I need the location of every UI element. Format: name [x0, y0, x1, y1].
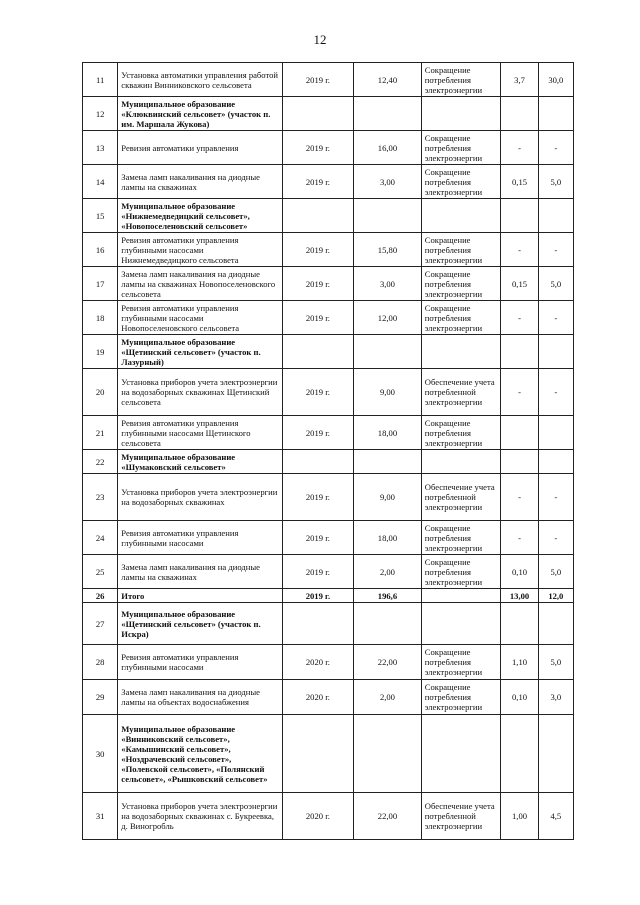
measure-value-2: 30,0: [538, 63, 573, 97]
measures-table: [82, 62, 574, 840]
measure-cost: 16,00: [354, 131, 422, 165]
measure-name: Замена ламп накаливания на диодные лампы на объектах водоснабжения: [118, 680, 282, 715]
measure-value-2: -: [538, 521, 573, 555]
measure-cost: [354, 97, 422, 131]
measure-value-1: -: [501, 474, 538, 521]
row-number: 27: [83, 603, 118, 645]
measure-year: [282, 715, 354, 793]
row-number: 25: [83, 555, 118, 589]
measure-value-1: 0,10: [501, 555, 538, 589]
measure-cost: 3,00: [354, 165, 422, 199]
measure-cost: 2,00: [354, 680, 422, 715]
row-number: 26: [83, 589, 118, 603]
measure-value-2: -: [538, 233, 573, 267]
row-number: 19: [83, 335, 118, 369]
measure-cost: 15,80: [354, 233, 422, 267]
measure-effect: [421, 97, 501, 131]
table-row: [83, 301, 574, 335]
measure-value-1: 13,00: [501, 589, 538, 603]
measure-name: Ревизия автоматики управления глубинными насосами: [118, 521, 282, 555]
measure-name: Муниципальное образование «Щетинский сельсовет» (участок п. Лазурный): [118, 335, 282, 369]
measure-cost: 22,00: [354, 793, 422, 840]
row-number: 31: [83, 793, 118, 840]
measure-effect: Сокращение потребления электроэнергии: [421, 555, 501, 589]
measure-year: [282, 335, 354, 369]
measure-effect: [421, 589, 501, 603]
measure-name: Муниципальное образование «Клюквинский сельсовет» (участок п. им. Маршала Жукова): [118, 97, 282, 131]
table-row: [83, 165, 574, 199]
table-row: [83, 680, 574, 715]
measure-effect: [421, 603, 501, 645]
measure-effect: Сокращение потребления электроэнергии: [421, 267, 501, 301]
measure-effect: Сокращение потребления электроэнергии: [421, 233, 501, 267]
measure-effect: Сокращение потребления электроэнергии: [421, 63, 501, 97]
total-row: [83, 589, 574, 603]
measure-value-2: [538, 450, 573, 474]
measure-value-2: -: [538, 301, 573, 335]
measure-value-2: [538, 335, 573, 369]
measure-effect: Сокращение потребления электроэнергии: [421, 416, 501, 450]
row-number: 15: [83, 199, 118, 233]
page-number: 12: [313, 32, 327, 47]
measure-cost: 9,00: [354, 474, 422, 521]
measure-value-1: 3,7: [501, 63, 538, 97]
measure-year: [282, 450, 354, 474]
measure-year: 2019 г.: [282, 416, 354, 450]
measure-effect: Обеспечение учета потребленной электроэнергии: [421, 474, 501, 521]
measure-effect: [421, 715, 501, 793]
measure-value-1: -: [501, 301, 538, 335]
section-row: [83, 199, 574, 233]
measure-value-2: [538, 97, 573, 131]
measure-value-1: [501, 199, 538, 233]
measure-effect: Сокращение потребления электроэнергии: [421, 131, 501, 165]
measure-value-2: 5,0: [538, 645, 573, 680]
measure-cost: [354, 199, 422, 233]
measure-year: 2019 г.: [282, 165, 354, 199]
measure-cost: [354, 335, 422, 369]
measure-name: Замена ламп накаливания на диодные лампы на скважинах Новопоселеновского сельсовета: [118, 267, 282, 301]
measure-year: 2019 г.: [282, 474, 354, 521]
table-row: [83, 555, 574, 589]
measure-value-2: 3,0: [538, 680, 573, 715]
measure-value-1: [501, 335, 538, 369]
measure-year: 2019 г.: [282, 233, 354, 267]
measure-cost: 2,00: [354, 555, 422, 589]
section-row: [83, 715, 574, 793]
row-number: 12: [83, 97, 118, 131]
measure-cost: 196,6: [354, 589, 422, 603]
measures-table-body: [83, 63, 574, 840]
row-number: 29: [83, 680, 118, 715]
measure-effect: Сокращение потребления электроэнергии: [421, 645, 501, 680]
measure-value-1: 1,10: [501, 645, 538, 680]
measure-value-1: 1,00: [501, 793, 538, 840]
measure-year: [282, 199, 354, 233]
measure-cost: 22,00: [354, 645, 422, 680]
measure-cost: 12,00: [354, 301, 422, 335]
table-row: [83, 233, 574, 267]
measure-value-2: -: [538, 474, 573, 521]
measure-year: 2019 г.: [282, 63, 354, 97]
measure-year: [282, 97, 354, 131]
measure-effect: Сокращение потребления электроэнергии: [421, 680, 501, 715]
measure-year: 2019 г.: [282, 369, 354, 416]
measure-year: [282, 603, 354, 645]
measure-value-2: [538, 715, 573, 793]
row-number: 14: [83, 165, 118, 199]
measure-cost: 9,00: [354, 369, 422, 416]
measure-value-2: 5,0: [538, 165, 573, 199]
measure-value-2: [538, 603, 573, 645]
measure-cost: 18,00: [354, 416, 422, 450]
measure-value-2: 12,0: [538, 589, 573, 603]
measure-effect: Сокращение потребления электроэнергии: [421, 165, 501, 199]
measure-cost: [354, 450, 422, 474]
measure-value-1: -: [501, 233, 538, 267]
measure-value-1: -: [501, 131, 538, 165]
row-number: 22: [83, 450, 118, 474]
measure-value-1: [501, 97, 538, 131]
table-row: [83, 369, 574, 416]
measure-cost: [354, 603, 422, 645]
measure-year: 2019 г.: [282, 267, 354, 301]
measure-value-1: -: [501, 521, 538, 555]
measure-value-1: 0,15: [501, 267, 538, 301]
table-row: [83, 645, 574, 680]
row-number: 23: [83, 474, 118, 521]
measure-value-1: 0,10: [501, 680, 538, 715]
section-row: [83, 335, 574, 369]
measure-cost: 12,40: [354, 63, 422, 97]
measure-name: Ревизия автоматики управления глубинными насосами Нижнемедведицкого сельсовета: [118, 233, 282, 267]
measure-name: Ревизия автоматики управления глубинными насосами Новопоселеновского сельсовета: [118, 301, 282, 335]
measure-value-2: -: [538, 369, 573, 416]
measure-effect: [421, 450, 501, 474]
row-number: 24: [83, 521, 118, 555]
measure-name: Замена ламп накаливания на диодные лампы на скважинах: [118, 165, 282, 199]
measure-value-2: 4,5: [538, 793, 573, 840]
measure-value-1: [501, 715, 538, 793]
measure-cost: [354, 715, 422, 793]
table-row: [83, 521, 574, 555]
measure-effect: [421, 335, 501, 369]
measure-name: Установка приборов учета электроэнергии на водозаборных скважинах Щетинский сельсовета: [118, 369, 282, 416]
measure-name: Установка приборов учета электроэнергии на водозаборных скважинах с. Букреевка, д. Виногробль: [118, 793, 282, 840]
measure-value-1: 0,15: [501, 165, 538, 199]
row-number: 18: [83, 301, 118, 335]
measure-name: Итого: [118, 589, 282, 603]
table-row: [83, 474, 574, 521]
measure-effect: Сокращение потребления электроэнергии: [421, 521, 501, 555]
measure-effect: [421, 199, 501, 233]
measure-value-2: 5,0: [538, 555, 573, 589]
section-row: [83, 603, 574, 645]
measure-value-1: [501, 450, 538, 474]
row-number: 30: [83, 715, 118, 793]
measure-name: Замена ламп накаливания на диодные лампы на скважинах: [118, 555, 282, 589]
table-row: [83, 793, 574, 840]
measure-name: Ревизия автоматики управления глубинными насосами: [118, 645, 282, 680]
table-row: [83, 131, 574, 165]
measure-name: Установка приборов учета электроэнергии на водозаборных скважинах: [118, 474, 282, 521]
measure-value-2: -: [538, 131, 573, 165]
measure-effect: Обеспечение учета потребленной электроэнергии: [421, 369, 501, 416]
measure-year: 2020 г.: [282, 680, 354, 715]
row-number: 17: [83, 267, 118, 301]
measure-cost: 18,00: [354, 521, 422, 555]
measure-year: 2019 г.: [282, 131, 354, 165]
row-number: 11: [83, 63, 118, 97]
section-row: [83, 97, 574, 131]
measure-name: Муниципальное образование «Нижнемедведицкий сельсовет», «Новопоселеновский сельсовет»: [118, 199, 282, 233]
section-row: [83, 450, 574, 474]
measure-value-2: [538, 199, 573, 233]
measure-effect: Обеспечение учета потребленной электроэнергии: [421, 793, 501, 840]
measure-value-2: [538, 416, 573, 450]
table-row: [83, 63, 574, 97]
row-number: 20: [83, 369, 118, 416]
measure-name: Муниципальное образование «Щетинский сельсовет» (участок п. Искра): [118, 603, 282, 645]
measure-effect: Сокращение потребления электроэнергии: [421, 301, 501, 335]
measure-year: 2019 г.: [282, 589, 354, 603]
measure-cost: 3,00: [354, 267, 422, 301]
row-number: 21: [83, 416, 118, 450]
measure-year: 2020 г.: [282, 793, 354, 840]
measure-year: 2019 г.: [282, 301, 354, 335]
measure-name: Установка автоматики управления работой скважин Винниковского сельсовета: [118, 63, 282, 97]
row-number: 28: [83, 645, 118, 680]
measure-value-2: 5,0: [538, 267, 573, 301]
measure-name: Муниципальное образование «Шумаковский сельсовет»: [118, 450, 282, 474]
measure-value-1: -: [501, 369, 538, 416]
measure-name: Ревизия автоматики управления: [118, 131, 282, 165]
measure-value-1: [501, 603, 538, 645]
table-row: [83, 416, 574, 450]
measure-value-1: [501, 416, 538, 450]
measure-name: Ревизия автоматики управления глубинными насосами Щетинского сельсовета: [118, 416, 282, 450]
table-row: [83, 267, 574, 301]
measure-year: 2019 г.: [282, 521, 354, 555]
measure-name: Муниципальное образование «Винниковский сельсовет», «Камышинский сельсовет», «Ноздрачевский сельсовет», «Полевской сельсовет», «Полянский сельсовет», «Рышковский сельсовет»: [118, 715, 282, 793]
measure-year: 2019 г.: [282, 555, 354, 589]
row-number: 13: [83, 131, 118, 165]
measure-year: 2020 г.: [282, 645, 354, 680]
row-number: 16: [83, 233, 118, 267]
